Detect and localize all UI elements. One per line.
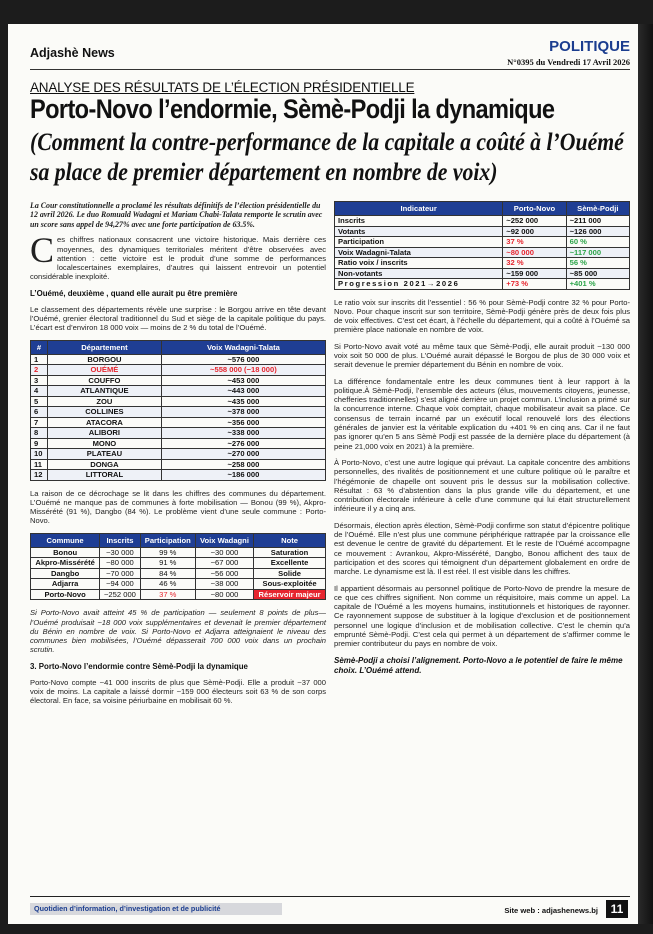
article-headline: Porto-Novo l’endormie, Sèmè-Podji la dynamique — [30, 94, 555, 124]
article-lede: La Cour constitutionnelle a proclamé les résultats définitifs de l’élection présidentielle du 12 avril 2026. Le duo Romuald Wadagni et Mariam Chabi-Talata remporte le scrutin avec un score sans appel de 94,27% avec une forte participation de 63.5%. — [30, 201, 323, 229]
rank-cell: 8 — [31, 428, 48, 439]
department-ranking-table — [30, 340, 326, 481]
table-header: Note — [254, 533, 326, 547]
article-subheadline: (Comment la contre-performance de la capitale a coûté à l’Ouémé sa place de premier département en nombre de voix) — [30, 129, 624, 186]
votes-cell: ~338 000 — [161, 428, 325, 439]
table-header: Porto-Novo — [503, 202, 566, 216]
seme-podji-cell: ~117 000 — [566, 247, 629, 258]
indicator-cell: Ratio voix / inscrits — [335, 258, 503, 269]
table-row — [31, 470, 326, 481]
newspaper-page — [8, 24, 638, 924]
table-row — [31, 438, 326, 449]
note-cell: Solide — [254, 568, 326, 579]
department-cell: COLLINES — [48, 407, 162, 418]
right-column — [334, 201, 630, 676]
rank-cell: 9 — [31, 438, 48, 449]
department-cell: ALIBORI — [48, 428, 162, 439]
table-row — [31, 386, 326, 397]
votes-cell: ~558 000 (−18 000) — [161, 365, 325, 376]
participation-cell: 37 % — [140, 589, 195, 600]
votes-cell: ~356 000 — [161, 417, 325, 428]
issue-date: N°0395 du Vendredi 17 Avril 2026 — [507, 57, 630, 67]
closing-statement: Sèmè-Podji a choisi l’alignement. Porto-Novo a le potentiel de faire le même choix. L’Ouémé attend. — [334, 655, 623, 675]
participation-cell: 46 % — [140, 579, 195, 590]
table-row — [31, 396, 326, 407]
page-edge-shadow — [638, 24, 653, 924]
note-cell: Sous-exploitée — [254, 579, 326, 590]
page-number: 11 — [606, 900, 628, 918]
rank-cell: 4 — [31, 386, 48, 397]
department-cell: ATACORA — [48, 417, 162, 428]
table-row — [335, 279, 630, 290]
table-header: # — [31, 340, 48, 354]
comparison-table — [334, 201, 630, 290]
votes-cell: ~270 000 — [161, 449, 325, 460]
department-cell: LITTORAL — [48, 470, 162, 481]
votes-cell: ~435 000 — [161, 396, 325, 407]
inscrits-cell: ~30 000 — [100, 547, 140, 558]
table-row — [31, 459, 326, 470]
table-row — [335, 237, 630, 248]
table-header: Voix Wadagni-Talata — [161, 340, 325, 354]
body-paragraph: À Porto-Novo, c’est une autre logique qui prévaut. La capitale concentre des ambitions personnelles, des rivalités de positionnement et une culture politique où le paraître et l’hégémonie de chapelle ont souvent pris le dessus sur la mobilisation collective. Résultat : 63 % d’abstention dans la plus grande ville du département, et une contribution électorale inférieure à celle d’une commune qui lui était structurellement inférieure il y a cinq ans. — [334, 457, 630, 514]
seme-podji-cell: +401 % — [566, 279, 629, 290]
rank-cell: 6 — [31, 407, 48, 418]
indicator-cell: Non-votants — [335, 268, 503, 279]
indicator-cell: Participation — [335, 237, 503, 248]
department-cell: BORGOU — [48, 354, 162, 365]
note-cell: Réservoir majeur — [254, 589, 326, 600]
body-paragraph: Porto-Novo compte ~41 000 inscrits de plus que Sèmè-Podji. Elle a produit ~37 000 voix de moins. La capitale a laissé dormir ~159 000 électeurs soit 63 % de son corps électoral. En face, sa voisine périurbaine en mobilisait 60 %. — [30, 677, 326, 706]
commune-cell: Dangbo — [31, 568, 100, 579]
body-paragraph: Le classement des départements révèle une surprise : le Borgou arrive en tête devant l’Ouémé, grenier électoral traditionnel du Sud et siège de la capitale politique du pays. L’écart est d’environ 18 000 voix — moins de 2 % du total de l’Ouémé. — [30, 304, 326, 333]
department-cell: PLATEAU — [48, 449, 162, 460]
note-cell: Excellente — [254, 558, 326, 569]
seme-podji-cell: 60 % — [566, 237, 629, 248]
rank-cell: 1 — [31, 354, 48, 365]
votes-cell: ~576 000 — [161, 354, 325, 365]
section-title: L’Ouémé, deuxième , quand elle aurait pu être première — [30, 288, 238, 298]
header-divider — [30, 69, 630, 70]
body-paragraph: La raison de ce décrochage se lit dans les chiffres des communes du département. L’Ouémé ne manque pas de communes à forte mobilisation — Bonou (99 %), Akpro-Missérété (91 %), Dangbo (84 %). Le problème vient d’une seule commune : Porto-Novo. — [30, 488, 326, 526]
seme-podji-cell: ~85 000 — [566, 268, 629, 279]
votes-cell: ~378 000 — [161, 407, 325, 418]
indicator-cell: Inscrits — [335, 216, 503, 227]
votes-cell: ~80 000 — [195, 589, 253, 600]
masthead — [30, 38, 630, 84]
inscrits-cell: ~252 000 — [100, 589, 140, 600]
participation-cell: 91 % — [140, 558, 195, 569]
body-paragraph: Il appartient désormais au personnel politique de Porto-Novo de prendre la mesure de ce que ces chiffres signifient. Non comme un réquisitoire, mais comme un appel. La capitale de l’Ouémé a les moyens humains, institutionnels et historiques de rayonner. Ce rayonnement suppose de substituer à la logique d’exclusion et de positionnement personnel une logique d’inclusion et de mobilisation collective. C’est le chemin qu’a emprunté Sèmè-Podji. C’est cela qui permet à un département de s’affirmer comme le premier contributeur du pays en nombre de voix. — [334, 583, 630, 649]
table-header: Indicateur — [335, 202, 503, 216]
footer-tagline: Quotidien d’information, d’investigation et de publicité — [30, 903, 282, 915]
table-row — [31, 558, 326, 569]
porto-novo-cell: ~159 000 — [503, 268, 566, 279]
votes-cell: ~38 000 — [195, 579, 253, 590]
table-header: Voix Wadagni — [195, 533, 253, 547]
inscrits-cell: ~94 000 — [100, 579, 140, 590]
footer-website: Site web : adjashenews.bj — [504, 906, 598, 915]
rank-cell: 7 — [31, 417, 48, 428]
seme-podji-cell: ~126 000 — [566, 226, 629, 237]
commune-table — [30, 533, 326, 601]
porto-novo-cell: 37 % — [503, 237, 566, 248]
section-title: 3. Porto-Novo l’endormie contre Sèmè-Podji la dynamique — [30, 661, 248, 671]
table-row — [335, 247, 630, 258]
body-paragraph-italic: Si Porto-Novo avait atteint 45 % de participation — seulement 8 points de plus— l’Ouémé produisait ~18 000 voix supplémentaires et devenait le premier département du Bénin en nombre de voix. Si Porto-Novo et Adjarra atteignaient le niveau des communes bien mobilisées, l’Ouémé dépasserait 700 000 voix dans un prochain scrutin. — [30, 608, 326, 655]
porto-novo-cell: +73 % — [503, 279, 566, 290]
table-row — [31, 354, 326, 365]
table-row — [335, 216, 630, 227]
votes-cell: ~56 000 — [195, 568, 253, 579]
votes-cell: ~186 000 — [161, 470, 325, 481]
seme-podji-cell: ~211 000 — [566, 216, 629, 227]
table-header: Département — [48, 340, 162, 354]
table-row — [31, 568, 326, 579]
commune-cell: Akpro-Missérété — [31, 558, 100, 569]
body-paragraph: Désormais, élection après élection, Sèmè-Podji confirme son statut d’épicentre politique de l’Ouémé. Elle n’est plus une commune périphérique rattrapée par la croissance elle est devenue le centre de gravité du département. Et le reste de l’Ouémé accompagne ce mouvement : Avrankou, Akpro-Missérété, Dangbo, Bonou affichent des taux de participation et des scores qui témoignent d’un département globalement en ordre de marche. Le dynamisme est là. Il est réel. Il est visible dans les chiffres. — [334, 520, 630, 577]
votes-cell: ~276 000 — [161, 438, 325, 449]
table-header: Commune — [31, 533, 100, 547]
table-header: Participation — [140, 533, 195, 547]
votes-cell: ~258 000 — [161, 459, 325, 470]
porto-novo-cell: ~92 000 — [503, 226, 566, 237]
porto-novo-cell: 32 % — [503, 258, 566, 269]
body-paragraph: Le ratio voix sur inscrits dit l’essentiel : 56 % pour Sèmè-Podji contre 32 % pour Porto-Novo. Pour chaque inscrit sur son territoire, Sèmè-Podji génère près de deux fois plus de voix effectives. C’est cet écart, à l’échelle du département, qui a coûté à l’Ouémé sa première place nationale en nombre de voix. — [334, 297, 630, 335]
table-row — [31, 449, 326, 460]
table-row — [31, 428, 326, 439]
inscrits-cell: ~80 000 — [100, 558, 140, 569]
department-cell: COUFFO — [48, 375, 162, 386]
intro-paragraph — [30, 230, 326, 282]
commune-cell: Porto-Novo — [31, 589, 100, 600]
indicator-cell: Progression 2021→2026 — [335, 279, 503, 290]
department-cell: MONO — [48, 438, 162, 449]
votes-cell: ~30 000 — [195, 547, 253, 558]
commune-cell: Adjarra — [31, 579, 100, 590]
participation-cell: 99 % — [140, 547, 195, 558]
note-cell: Saturation — [254, 547, 326, 558]
left-column — [30, 201, 326, 713]
table-row — [335, 226, 630, 237]
department-cell: ATLANTIQUE — [48, 386, 162, 397]
body-paragraph: La différence fondamentale entre les deux communes tient à leur rapport à la politique.À Sèmè-Podji, l’ensemble des acteurs (élus, mouvements citoyens, jeunesse, chefferies traditionnelles) s’est aligné derrière un projet commun. L’inclusion a primé sur la concurrence interne. Chaque voix comptait, chaque mobilisateur avait sa place. Ce consensus de terrain incarné par un exécutif local renouvelé lors des élections générales de janvier est la véritable explication du +401 % en cinq ans. Car il ne faut pas ignorer qu’en 5 ans Sèmè Podji est passée de la dernière place du département (à peine 21,000 voix en 2021) à la première. — [334, 376, 630, 451]
body-paragraph: Si Porto-Novo avait voté au même taux que Sèmè-Podji, elle aurait produit ~130 000 voix soit 50 000 de plus. L’Ouémé aurait dépassé le Borgou de plus de 30 000 voix et serait devenue le premier département du Bénin en nombre de voix. — [334, 341, 630, 370]
table-row — [31, 407, 326, 418]
indicator-cell: Votants — [335, 226, 503, 237]
votes-cell: ~443 000 — [161, 386, 325, 397]
rank-cell: 5 — [31, 396, 48, 407]
seme-podji-cell: 56 % — [566, 258, 629, 269]
department-cell: ZOU — [48, 396, 162, 407]
table-row — [335, 258, 630, 269]
intro-text: es chiffres nationaux consacrent une victoire historique. Mais derrière ces moyennes, des dynamiques territoriales méritent d’être observées avec attention : cette victoire est le produit d’une somme de performances localescertaines exemplaires, d’autres qui laissent entrevoir un potentiel considérable inexploité. — [30, 235, 326, 282]
drop-cap: C — [30, 230, 55, 271]
rank-cell: 2 — [31, 365, 48, 376]
porto-novo-cell: ~80 000 — [503, 247, 566, 258]
footer-divider — [30, 896, 630, 897]
indicator-cell: Voix Wadagni-Talata — [335, 247, 503, 258]
porto-novo-cell: ~252 000 — [503, 216, 566, 227]
table-row-highlight — [31, 589, 326, 600]
commune-cell: Bonou — [31, 547, 100, 558]
brand-name: Adjashè News — [30, 46, 115, 60]
table-row — [31, 547, 326, 558]
table-header: Inscrits — [100, 533, 140, 547]
section-rubric: POLITIQUE — [549, 38, 630, 55]
votes-cell: ~67 000 — [195, 558, 253, 569]
table-row — [31, 579, 326, 590]
department-cell: OUÉMÉ — [48, 365, 162, 376]
table-row — [335, 268, 630, 279]
table-row-highlight — [31, 365, 326, 376]
rank-cell: 11 — [31, 459, 48, 470]
table-header: Sèmè-Podji — [566, 202, 629, 216]
table-row — [31, 375, 326, 386]
article-kicker: ANALYSE DES RÉSULTATS DE L’ÉLECTION PRÉSIDENTIELLE — [30, 80, 415, 95]
department-cell: DONGA — [48, 459, 162, 470]
table-row — [31, 417, 326, 428]
votes-cell: ~453 000 — [161, 375, 325, 386]
participation-cell: 84 % — [140, 568, 195, 579]
rank-cell: 10 — [31, 449, 48, 460]
rank-cell: 12 — [31, 470, 48, 481]
inscrits-cell: ~70 000 — [100, 568, 140, 579]
rank-cell: 3 — [31, 375, 48, 386]
